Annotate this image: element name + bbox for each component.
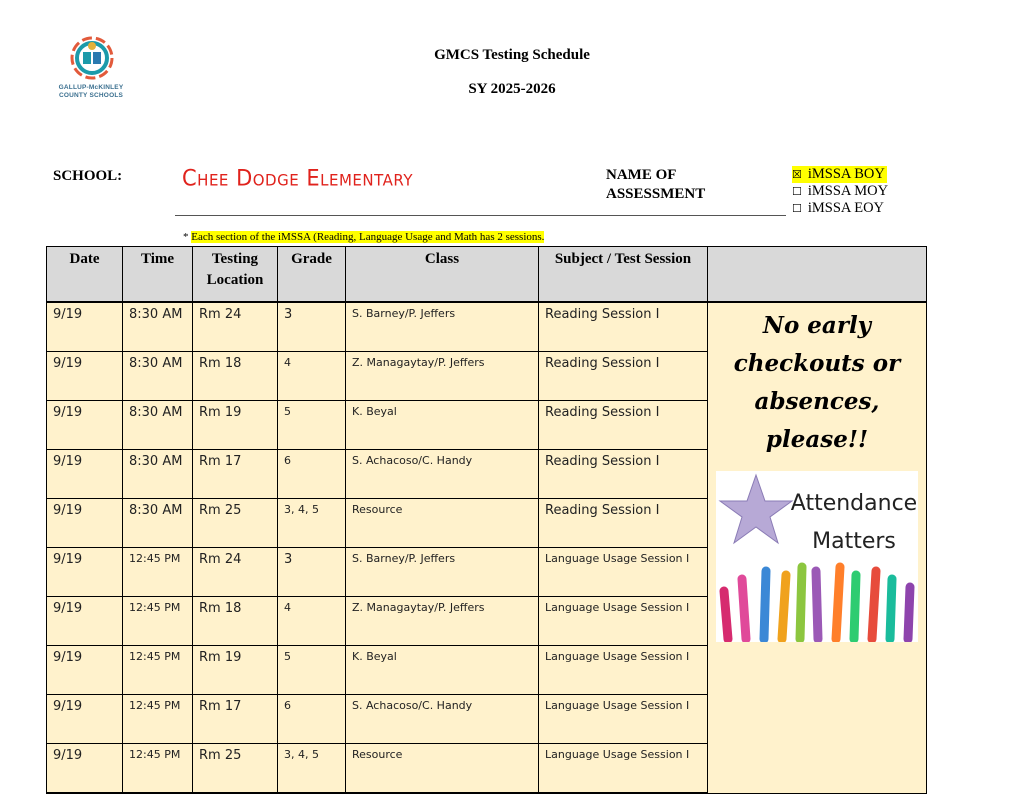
unchecked-box-icon: ☐ xyxy=(792,185,802,198)
attendance-message-line: please!! xyxy=(765,426,869,453)
header-grade: Grade xyxy=(278,247,346,303)
cell-date: 9/19 xyxy=(47,695,123,744)
cell-time: 8:30 AM xyxy=(123,499,193,548)
cell-class: S. Barney/P. Jeffers xyxy=(346,302,539,352)
school-name: Chee Dodge Elementary xyxy=(182,165,414,191)
cell-session: Language Usage Session I xyxy=(539,744,708,794)
cell-class: S. Achacoso/C. Handy xyxy=(346,450,539,499)
cell-date: 9/19 xyxy=(47,401,123,450)
table-row xyxy=(47,302,927,352)
logo-text-line2: COUNTY SCHOOLS xyxy=(58,92,124,99)
header-time: Time xyxy=(123,247,193,303)
cell-time: 12:45 PM xyxy=(123,646,193,695)
cell-class: S. Achacoso/C. Handy xyxy=(346,695,539,744)
table-header-row xyxy=(47,247,927,303)
cell-time: 8:30 AM xyxy=(123,352,193,401)
cell-date: 9/19 xyxy=(47,548,123,597)
assessment-option-boy[interactable] xyxy=(792,166,887,183)
cell-class: Z. Managaytay/P. Jeffers xyxy=(346,597,539,646)
assessment-option-moy[interactable] xyxy=(792,183,888,200)
cell-class: S. Barney/P. Jeffers xyxy=(346,548,539,597)
cell-session: Language Usage Session I xyxy=(539,548,708,597)
cell-grade: 4 xyxy=(278,352,346,401)
cell-location: Rm 18 xyxy=(193,352,278,401)
cell-date: 9/19 xyxy=(47,302,123,352)
cell-class: Resource xyxy=(346,499,539,548)
cell-session: Language Usage Session I xyxy=(539,695,708,744)
cell-date: 9/19 xyxy=(47,352,123,401)
assessment-option-label: iMSSA EOY xyxy=(807,200,885,216)
school-label: SCHOOL: xyxy=(53,168,123,184)
assessment-label-line2: ASSESSMENT xyxy=(606,186,706,202)
cell-grade: 5 xyxy=(278,401,346,450)
cell-session: Language Usage Session I xyxy=(539,646,708,695)
cell-session: Reading Session I xyxy=(539,302,708,352)
cell-grade: 3, 4, 5 xyxy=(278,499,346,548)
note-asterisk: * xyxy=(183,231,192,243)
checked-box-icon: ☒ xyxy=(792,168,802,181)
cell-location: Rm 17 xyxy=(193,450,278,499)
attendance-image-caption xyxy=(790,485,918,561)
cell-location: Rm 24 xyxy=(193,548,278,597)
session-note xyxy=(183,231,544,243)
cell-time: 8:30 AM xyxy=(123,450,193,499)
attendance-message xyxy=(708,307,926,459)
header-date: Date xyxy=(47,247,123,303)
cell-class: K. Beyal xyxy=(346,646,539,695)
cell-session: Reading Session I xyxy=(539,450,708,499)
cell-location: Rm 24 xyxy=(193,302,278,352)
cell-grade: 4 xyxy=(278,597,346,646)
cell-session: Reading Session I xyxy=(539,499,708,548)
assessment-option-label: iMSSA MOY xyxy=(807,183,889,199)
header-location: Testing Location xyxy=(193,247,278,303)
cell-grade: 3 xyxy=(278,302,346,352)
page-subtitle: SY 2025-2026 xyxy=(468,81,556,97)
cell-session: Reading Session I xyxy=(539,401,708,450)
cell-grade: 3 xyxy=(278,548,346,597)
cell-grade: 6 xyxy=(278,695,346,744)
note-text: Each section of the iMSSA (Reading, Language Usage and Math has 2 sessions. xyxy=(191,231,545,243)
cell-time: 8:30 AM xyxy=(123,302,193,352)
school-underline xyxy=(175,215,786,216)
attendance-matters-image xyxy=(716,471,918,642)
cell-session: Reading Session I xyxy=(539,352,708,401)
assessment-option-eoy[interactable] xyxy=(792,200,884,217)
cell-date: 9/19 xyxy=(47,744,123,794)
cell-time: 8:30 AM xyxy=(123,401,193,450)
logo-text-line1: GALLUP-McKINLEY xyxy=(58,84,124,91)
attendance-image-line: Matters xyxy=(812,529,896,554)
cell-location: Rm 25 xyxy=(193,499,278,548)
cell-grade: 5 xyxy=(278,646,346,695)
cell-time: 12:45 PM xyxy=(123,597,193,646)
cell-grade: 6 xyxy=(278,450,346,499)
cell-time: 12:45 PM xyxy=(123,695,193,744)
cell-time: 12:45 PM xyxy=(123,548,193,597)
cell-session: Language Usage Session I xyxy=(539,597,708,646)
cell-location: Rm 19 xyxy=(193,401,278,450)
attendance-reminder-cell xyxy=(708,302,927,793)
cell-location: Rm 17 xyxy=(193,695,278,744)
attendance-message-line: checkouts or xyxy=(733,350,901,377)
cell-date: 9/19 xyxy=(47,597,123,646)
cell-time: 12:45 PM xyxy=(123,744,193,794)
cell-location: Rm 18 xyxy=(193,597,278,646)
cell-date: 9/19 xyxy=(47,499,123,548)
cell-class: Resource xyxy=(346,744,539,794)
cell-date: 9/19 xyxy=(47,646,123,695)
header-class: Class xyxy=(346,247,539,303)
attendance-image-line: Attendance xyxy=(790,491,918,516)
header-session: Subject / Test Session xyxy=(539,247,708,303)
cell-class: K. Beyal xyxy=(346,401,539,450)
assessment-option-label: iMSSA BOY xyxy=(807,166,885,182)
unchecked-box-icon: ☐ xyxy=(792,202,802,215)
cell-location: Rm 25 xyxy=(193,744,278,794)
attendance-message-line: absences, xyxy=(754,388,880,415)
assessment-label-line1: NAME OF xyxy=(606,167,677,183)
cell-grade: 3, 4, 5 xyxy=(278,744,346,794)
cell-location: Rm 19 xyxy=(193,646,278,695)
header-blank xyxy=(708,247,927,303)
testing-schedule-table xyxy=(46,246,927,794)
cell-class: Z. Managaytay/P. Jeffers xyxy=(346,352,539,401)
cell-date: 9/19 xyxy=(47,450,123,499)
page-title: GMCS Testing Schedule xyxy=(434,47,590,63)
attendance-message-line: No early xyxy=(762,312,872,339)
